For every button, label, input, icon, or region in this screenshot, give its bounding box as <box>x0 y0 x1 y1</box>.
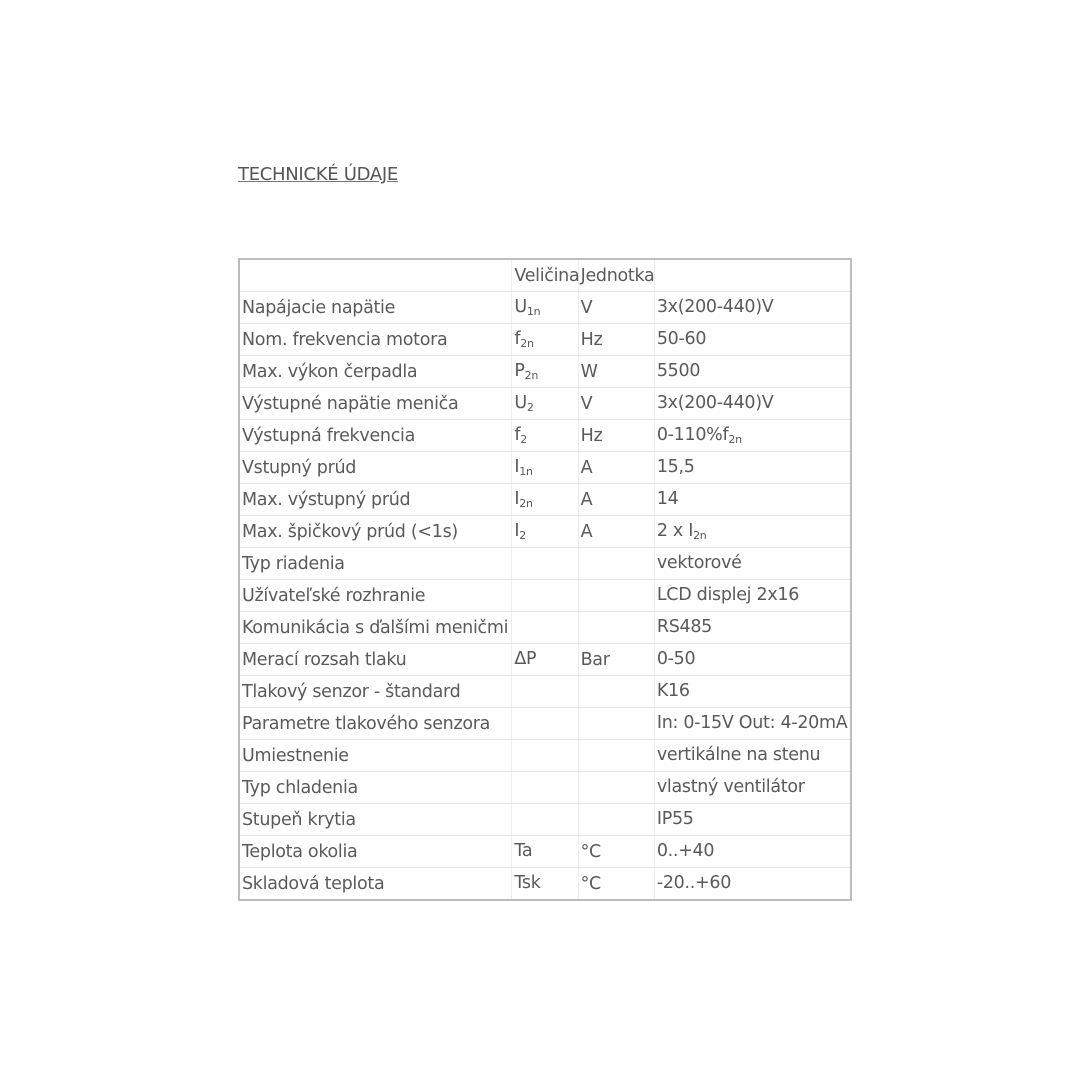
cell-quantity <box>512 772 578 804</box>
parameter-text: Typ riadenia <box>242 553 345 574</box>
cell-parameter <box>239 292 512 324</box>
value-text: vertikálne na stenu <box>656 745 821 765</box>
cell-unit <box>578 612 654 644</box>
cell-unit <box>578 548 654 580</box>
cell-unit <box>578 836 654 868</box>
cell-quantity <box>512 676 578 708</box>
quantity-subscript: 1n <box>526 305 541 318</box>
table-row <box>239 388 851 420</box>
cell-unit <box>578 324 654 356</box>
quantity-text: U <box>514 393 527 413</box>
quantity-subscript: 2 <box>526 401 534 414</box>
cell-value <box>654 804 851 836</box>
table-body <box>239 259 851 900</box>
quantity-text: I <box>514 457 520 477</box>
unit-text: Bar <box>580 649 610 670</box>
cell-parameter <box>239 836 512 868</box>
parameter-text: Merací rozsah tlaku <box>242 649 407 670</box>
cell-quantity <box>512 484 578 516</box>
parameter-text: Vstupný prúd <box>242 457 357 478</box>
quantity-text: Tsk <box>514 873 541 893</box>
value-text: LCD displej 2x16 <box>656 585 800 605</box>
quantity-text: U <box>514 297 527 317</box>
cell-value <box>654 612 851 644</box>
cell-parameter <box>239 388 512 420</box>
value-subscript: 2n <box>728 433 742 446</box>
cell-parameter <box>239 644 512 676</box>
cell-parameter <box>239 580 512 612</box>
value-text: 50-60 <box>656 329 707 349</box>
quantity-text: I <box>514 489 520 509</box>
cell-value <box>654 676 851 708</box>
cell-parameter <box>239 356 512 388</box>
table-row <box>239 356 851 388</box>
cell-quantity <box>512 580 578 612</box>
value-subscript: 2n <box>693 529 707 542</box>
parameter-text: Výstupná frekvencia <box>242 425 416 446</box>
cell-parameter <box>239 868 512 901</box>
cell-parameter <box>239 484 512 516</box>
cell-unit <box>578 484 654 516</box>
cell-value <box>654 452 851 484</box>
cell-value <box>654 580 851 612</box>
quantity-text: I <box>514 521 520 541</box>
value-text: vlastný ventilátor <box>656 777 805 797</box>
table-row <box>239 580 851 612</box>
unit-text: A <box>580 489 593 510</box>
header-parameter <box>239 259 512 292</box>
cell-value <box>654 772 851 804</box>
cell-parameter <box>239 740 512 772</box>
cell-quantity <box>512 836 578 868</box>
header-value <box>654 259 851 292</box>
cell-quantity <box>512 708 578 740</box>
unit-text: Hz <box>580 425 603 446</box>
unit-text: °C <box>580 841 601 862</box>
quantity-subscript: 2 <box>519 529 526 542</box>
value-text: 14 <box>656 489 679 509</box>
table-row <box>239 708 851 740</box>
parameter-text: Nom. frekvencia motora <box>242 329 448 350</box>
unit-text: A <box>580 521 593 542</box>
header-unit: Jednotka <box>578 259 654 292</box>
cell-unit <box>578 516 654 548</box>
cell-quantity <box>512 868 578 901</box>
unit-text: V <box>580 297 593 318</box>
cell-unit <box>578 676 654 708</box>
cell-parameter <box>239 516 512 548</box>
cell-quantity <box>512 388 578 420</box>
table-row <box>239 676 851 708</box>
section-heading: TECHNICKÉ ÚDAJE <box>238 164 398 185</box>
value-text: RS485 <box>656 617 712 637</box>
header-quantity: Veličina <box>512 259 578 292</box>
cell-parameter <box>239 548 512 580</box>
cell-quantity <box>512 740 578 772</box>
value-text: -20..+60 <box>656 873 732 893</box>
quantity-subscript: 2n <box>520 337 534 350</box>
cell-value <box>654 836 851 868</box>
cell-unit <box>578 740 654 772</box>
cell-unit <box>578 388 654 420</box>
table-row <box>239 836 851 868</box>
cell-quantity <box>512 612 578 644</box>
cell-unit <box>578 804 654 836</box>
parameter-text: Komunikácia s ďalšími meničmi <box>242 617 509 638</box>
cell-value <box>654 548 851 580</box>
parameter-text: Max. výstupný prúd <box>242 489 411 510</box>
technical-data-table <box>238 258 852 901</box>
table-row <box>239 292 851 324</box>
quantity-subscript: 2n <box>519 497 533 510</box>
cell-unit <box>578 580 654 612</box>
cell-quantity <box>512 452 578 484</box>
table-row <box>239 612 851 644</box>
table-row <box>239 772 851 804</box>
value-text: 15,5 <box>656 457 695 477</box>
value-text: 3x(200-440)V <box>656 393 774 413</box>
cell-unit <box>578 420 654 452</box>
cell-unit <box>578 356 654 388</box>
cell-value <box>654 644 851 676</box>
table-row <box>239 452 851 484</box>
quantity-text: f <box>514 329 521 349</box>
table-row <box>239 804 851 836</box>
cell-parameter <box>239 420 512 452</box>
table-row <box>239 516 851 548</box>
cell-quantity <box>512 356 578 388</box>
cell-parameter <box>239 708 512 740</box>
value-text: 0-50 <box>656 649 696 669</box>
table-row <box>239 868 851 901</box>
cell-parameter <box>239 804 512 836</box>
table-row <box>239 484 851 516</box>
cell-value <box>654 868 851 901</box>
cell-quantity <box>512 644 578 676</box>
quantity-text: ΔP <box>514 649 537 669</box>
cell-parameter <box>239 452 512 484</box>
cell-unit <box>578 772 654 804</box>
cell-quantity <box>512 292 578 324</box>
parameter-text: Parametre tlakového senzora <box>242 713 491 734</box>
cell-quantity <box>512 516 578 548</box>
parameter-text: Max. výkon čerpadla <box>242 361 418 382</box>
cell-quantity <box>512 804 578 836</box>
value-text: 0-110%f <box>656 425 729 445</box>
cell-unit <box>578 452 654 484</box>
value-text: 0..+40 <box>656 841 715 861</box>
quantity-text: P <box>514 361 525 381</box>
unit-text: V <box>580 393 593 414</box>
table-row <box>239 420 851 452</box>
quantity-subscript: 2n <box>524 369 539 382</box>
value-text: IP55 <box>656 809 694 829</box>
cell-value <box>654 356 851 388</box>
cell-value <box>654 484 851 516</box>
cell-value <box>654 324 851 356</box>
parameter-text: Tlakový senzor - štandard <box>242 681 461 702</box>
cell-quantity <box>512 420 578 452</box>
quantity-text: Ta <box>514 841 533 861</box>
parameter-text: Napájacie napätie <box>242 297 396 318</box>
quantity-subscript: 1n <box>519 465 533 478</box>
cell-parameter <box>239 676 512 708</box>
value-text: In: 0-15V Out: 4-20mA <box>656 713 848 733</box>
parameter-text: Typ chladenia <box>242 777 358 798</box>
table-row <box>239 548 851 580</box>
parameter-text: Stupeň krytia <box>242 809 356 830</box>
cell-unit <box>578 708 654 740</box>
cell-parameter <box>239 612 512 644</box>
parameter-text: Skladová teplota <box>242 873 385 894</box>
table-row <box>239 644 851 676</box>
cell-parameter <box>239 772 512 804</box>
quantity-text: f <box>514 425 521 445</box>
table-row <box>239 324 851 356</box>
unit-text: °C <box>580 873 601 894</box>
parameter-text: Umiestnenie <box>242 745 349 766</box>
parameter-text: Max. špičkový prúd (<1s) <box>242 521 458 542</box>
cell-unit <box>578 292 654 324</box>
cell-value <box>654 740 851 772</box>
value-text: vektorové <box>656 553 742 573</box>
parameter-text: Teplota okolia <box>242 841 358 862</box>
cell-value <box>654 516 851 548</box>
cell-unit <box>578 868 654 901</box>
unit-text: A <box>580 457 593 478</box>
cell-value <box>654 388 851 420</box>
value-text: K16 <box>656 681 690 701</box>
value-text: 3x(200-440)V <box>656 297 774 317</box>
value-text: 5500 <box>656 361 701 381</box>
cell-value <box>654 292 851 324</box>
table-row <box>239 740 851 772</box>
table-header-row <box>239 259 851 292</box>
cell-quantity <box>512 324 578 356</box>
cell-parameter <box>239 324 512 356</box>
cell-quantity <box>512 548 578 580</box>
unit-text: Hz <box>580 329 603 350</box>
value-text: 2 x I <box>656 521 694 541</box>
cell-value <box>654 420 851 452</box>
unit-text: W <box>580 361 598 382</box>
cell-value <box>654 708 851 740</box>
quantity-subscript: 2 <box>520 433 527 446</box>
parameter-text: Výstupné napätie meniča <box>242 393 459 414</box>
parameter-text: Užívateľské rozhranie <box>242 585 426 606</box>
cell-unit <box>578 644 654 676</box>
